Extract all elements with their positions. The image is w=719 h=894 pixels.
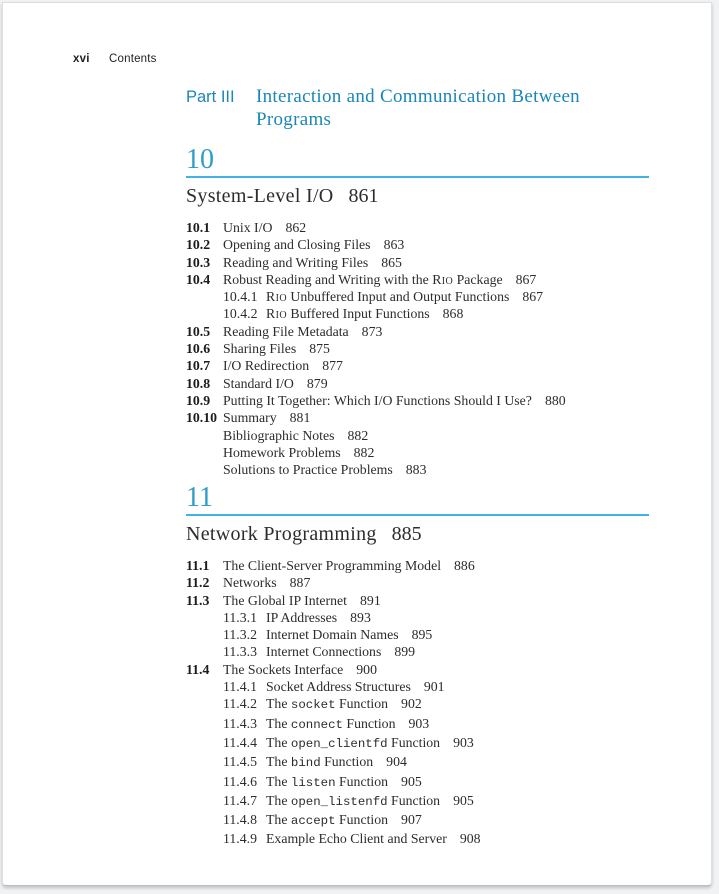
folio-page-number: xvi <box>73 53 90 65</box>
code-identifier: bind <box>290 756 321 771</box>
entry-title <box>223 558 475 573</box>
entry-title-text: Rio <box>432 271 454 287</box>
entry-number: 10.4 <box>186 271 211 287</box>
toc-entry <box>186 753 649 772</box>
toc-entry <box>186 219 649 236</box>
running-head <box>73 53 157 65</box>
entry-title-text: The <box>266 696 291 712</box>
entry-title-text: Buffered Input Functions <box>286 306 430 322</box>
entry-page-number: 895 <box>411 627 433 643</box>
entry-number: 11.4.9 <box>223 831 257 847</box>
toc-entry <box>186 323 649 340</box>
entry-title <box>266 774 422 789</box>
entry-title-text: I/O Redirection <box>223 358 310 374</box>
entry-page-number: 883 <box>405 462 427 478</box>
entry-title-text: Function <box>387 734 441 750</box>
chapter-number: 11 <box>186 482 213 513</box>
toc-entry <box>186 592 649 609</box>
chapter-number: 10 <box>186 144 214 175</box>
toc-entry <box>186 254 649 271</box>
entry-title-text: Solutions to Practice Problems <box>223 462 393 478</box>
toc-entry <box>186 444 649 461</box>
book-page <box>2 2 712 886</box>
entry-page-number: 904 <box>386 754 407 770</box>
entry-title <box>223 428 368 443</box>
toc-entry <box>186 288 649 305</box>
entry-number: 11.4.2 <box>223 696 257 712</box>
entry-title-text: Rio <box>266 289 287 305</box>
entry-title <box>266 644 415 659</box>
entry-number: 11.2 <box>186 575 210 591</box>
entry-title-text: Bibliographic Notes <box>223 427 335 443</box>
toc-entry <box>186 678 649 695</box>
chapter-rule <box>186 514 649 516</box>
toc-entry <box>186 830 649 847</box>
entry-title <box>266 716 429 731</box>
toc-entry <box>186 574 649 591</box>
entry-page-number: 875 <box>309 341 330 357</box>
entry-title <box>223 376 328 391</box>
entry-title-text: IP Addresses <box>266 609 338 625</box>
part-label: Part III <box>186 88 235 106</box>
entry-page-number: 879 <box>306 375 328 391</box>
chapter-block <box>186 146 649 478</box>
entry-number: 10.9 <box>186 392 211 408</box>
chapter-title-text: Network Programming <box>186 523 377 545</box>
chapter-block <box>186 484 649 848</box>
entry-page-number: 865 <box>381 254 402 270</box>
entry-title <box>266 679 445 694</box>
entry-title <box>266 793 474 808</box>
toc-entry <box>186 392 649 409</box>
entry-title-text: Package <box>453 271 503 287</box>
entry-title-text: The <box>266 734 291 750</box>
entry-title-text: Unbuffered Input and Output Functions <box>286 289 510 305</box>
entry-title-text: Standard I/O <box>223 375 294 391</box>
entry-page-number: 899 <box>394 644 416 660</box>
entry-title-text: Internet Domain Names <box>266 627 399 643</box>
entry-title <box>223 662 377 677</box>
entry-page-number: 893 <box>350 609 371 625</box>
code-identifier: open_listenfd <box>290 794 388 809</box>
entry-title-text: Reading and Writing Files <box>223 254 369 270</box>
entry-title-text: The <box>266 715 291 731</box>
entry-title-text: The Client-Server Programming Model <box>223 558 442 573</box>
entry-number: 10.10 <box>186 410 218 426</box>
chapter-rule <box>186 176 649 178</box>
toc-entry <box>186 811 649 830</box>
entry-page-number: 873 <box>361 323 383 339</box>
toc-entry <box>186 357 649 374</box>
entry-title <box>223 358 343 373</box>
toc-entry <box>186 557 649 574</box>
entry-title <box>266 735 474 750</box>
entry-number: 10.6 <box>186 341 211 357</box>
toc-entry <box>186 626 649 643</box>
entry-title-text: Homework Problems <box>223 444 341 460</box>
chapter-start-page: 861 <box>348 185 379 207</box>
entry-page-number: 903 <box>453 734 474 750</box>
entry-title-text: Networks <box>223 575 277 591</box>
entry-title-text: The <box>266 792 291 808</box>
entry-page-number: 886 <box>454 558 475 573</box>
entry-title-text: Function <box>335 773 389 789</box>
entry-page-number: 900 <box>356 661 377 677</box>
entry-title-text: Unix I/O <box>223 220 273 235</box>
entry-page-number: 868 <box>442 306 464 322</box>
entry-page-number: 877 <box>322 358 343 374</box>
entry-title-text: Summary <box>223 410 277 426</box>
entry-number: 10.2 <box>186 237 211 253</box>
entry-page-number: 903 <box>408 715 430 731</box>
toc-entry <box>186 340 649 357</box>
entry-number: 10.4.1 <box>223 289 258 305</box>
toc-entry <box>186 643 649 660</box>
entry-page-number: 882 <box>347 427 369 443</box>
code-identifier: socket <box>290 698 336 713</box>
entry-title <box>223 445 374 460</box>
entry-title <box>223 575 310 590</box>
entry-title-text: Rio <box>266 306 287 322</box>
running-head-label: Contents <box>109 53 157 65</box>
entry-page-number: 881 <box>289 410 311 426</box>
toc-entry <box>186 734 649 753</box>
entry-title-text: Function <box>342 715 396 731</box>
entry-title <box>266 812 422 827</box>
entry-page-number: 880 <box>544 392 566 408</box>
part-heading <box>186 86 618 131</box>
entry-title-text: Putting It Together: Which I/O Functions Should I Use? <box>223 392 532 408</box>
entry-title <box>266 627 432 642</box>
entry-title-text: Reading File Metadata <box>223 323 349 339</box>
toc-entry <box>186 236 649 253</box>
entry-title <box>223 237 404 252</box>
entry-title-text: Robust Reading and Writing with the <box>223 271 433 287</box>
code-identifier: open_clientfd <box>290 736 388 751</box>
toc-entry <box>186 609 649 626</box>
chapter-title <box>186 523 649 545</box>
entry-title-text: Function <box>335 812 389 828</box>
entry-page-number: 907 <box>401 812 422 828</box>
entry-number: 11.4.4 <box>223 734 257 750</box>
entry-title-text: The <box>266 773 291 789</box>
entry-title-text: Function <box>335 696 389 712</box>
entry-title <box>223 593 381 608</box>
entry-title-text: The <box>266 812 291 828</box>
entry-page-number: 867 <box>522 289 544 305</box>
entry-title-text: Sharing Files <box>223 341 297 357</box>
entry-number: 11.4.5 <box>223 754 257 770</box>
entry-title <box>223 341 330 356</box>
entry-title <box>223 220 306 235</box>
toc-entry <box>186 427 649 444</box>
entry-number: 11.4.7 <box>223 792 257 808</box>
entry-page-number: 867 <box>515 271 537 287</box>
entry-number: 11.4.6 <box>223 773 257 789</box>
entry-number: 11.4.3 <box>223 715 257 731</box>
entry-title <box>223 462 426 477</box>
toc-entry <box>186 305 649 322</box>
entry-number: 11.4.1 <box>223 679 257 695</box>
entry-number: 11.1 <box>186 558 210 573</box>
entry-title <box>266 754 407 769</box>
entry-number: 10.3 <box>186 254 211 270</box>
entry-page-number: 908 <box>459 831 481 847</box>
entry-title <box>266 831 481 846</box>
entry-title <box>266 289 543 304</box>
entry-title-text: Function <box>320 754 374 770</box>
toc-entry <box>186 773 649 792</box>
chapter-title-text: System-Level I/O <box>186 185 334 207</box>
entry-page-number: 901 <box>423 679 445 695</box>
entry-title-text: Opening and Closing Files <box>223 237 371 253</box>
entry-page-number: 882 <box>353 444 375 460</box>
entry-page-number: 902 <box>401 696 422 712</box>
entry-title <box>223 255 402 270</box>
entry-title <box>266 696 422 711</box>
entry-page-number: 905 <box>453 792 474 808</box>
entry-number: 11.3 <box>186 592 210 608</box>
entry-title <box>266 306 463 321</box>
toc-entry <box>186 409 649 426</box>
toc-list <box>186 557 649 848</box>
entry-number: 11.3.3 <box>223 644 257 660</box>
entry-number: 11.4 <box>186 661 210 677</box>
toc-entry <box>186 661 649 678</box>
entry-number: 11.3.1 <box>223 609 257 625</box>
entry-title-text: Function <box>387 792 441 808</box>
entry-title <box>223 410 310 425</box>
code-identifier: accept <box>290 814 336 829</box>
entry-number: 10.8 <box>186 375 211 391</box>
entry-number: 11.3.2 <box>223 627 257 643</box>
entry-page-number: 862 <box>285 220 307 235</box>
entry-page-number: 887 <box>289 575 311 591</box>
code-identifier: connect <box>290 717 343 732</box>
entry-page-number: 863 <box>383 237 405 253</box>
entry-number: 10.1 <box>186 220 211 235</box>
toc-entry <box>186 715 649 734</box>
entry-title <box>223 324 382 339</box>
entry-title <box>266 610 371 625</box>
entry-title-text: The <box>266 754 291 770</box>
entry-title-text: The Global IP Internet <box>223 592 348 608</box>
toc-list <box>186 219 649 478</box>
entry-title <box>223 272 536 287</box>
entry-title-text: Example Echo Client and Server <box>266 831 447 847</box>
toc-entry <box>186 461 649 478</box>
chapter-title <box>186 185 649 207</box>
entry-number: 10.5 <box>186 323 211 339</box>
entry-title <box>223 393 566 408</box>
entry-number: 10.7 <box>186 358 211 374</box>
toc-entry <box>186 271 649 288</box>
entry-title-text: Socket Address Structures <box>266 679 411 695</box>
toc-entry <box>186 792 649 811</box>
entry-title-text: Internet Connections <box>266 644 382 660</box>
part-title: Interaction and Communication Between Programs <box>256 86 580 130</box>
entry-number: 11.4.8 <box>223 812 257 828</box>
code-identifier: listen <box>290 775 336 790</box>
entry-page-number: 891 <box>360 592 381 608</box>
toc-entry <box>186 695 649 714</box>
entry-page-number: 905 <box>401 773 422 789</box>
chapter-start-page: 885 <box>391 523 422 545</box>
entry-number: 10.4.2 <box>223 306 258 322</box>
toc-entry <box>186 375 649 392</box>
entry-title-text: The Sockets Interface <box>223 661 344 677</box>
